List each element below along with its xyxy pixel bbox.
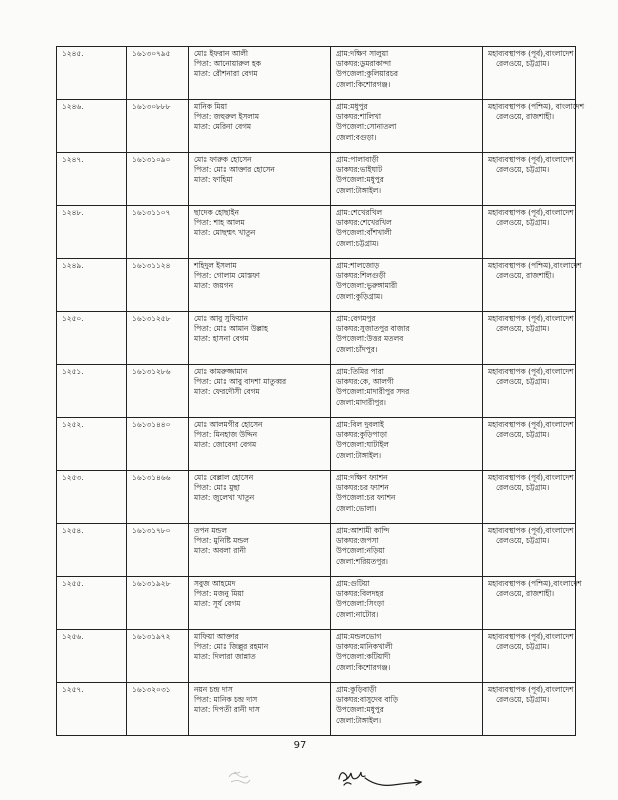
address-line: উপজেলা:বাঁশখালী [336, 228, 392, 238]
office-line: মহাব্যবস্থাপক (পূর্ব),বাংলাদেশ [488, 208, 574, 217]
roll-cell [127, 100, 189, 153]
roll-cell [127, 47, 189, 100]
serial-number: ১২৫১. [62, 367, 84, 376]
father-name: পিতা: মোঃ জিল্লুর রহমান [194, 642, 269, 652]
applicant-name: মানিক মিয়া [194, 102, 228, 111]
mother-name: মাতা: ফেরদৌসী বেগম [194, 387, 260, 397]
address-line: গ্রাম:মধুপুর [336, 102, 368, 111]
father-name: পিতা: মানিক চন্দ্র দাস [194, 695, 258, 705]
address-line: জেলা:চট্টগ্রাম। [336, 238, 379, 248]
office-cell [483, 259, 582, 312]
mother-name: মাতা: হাসনা বেগম [194, 334, 249, 344]
address-line: জেলা:কিশোরগঞ্জ। [336, 662, 391, 672]
address-line: ডাকঘর:ভাইঘাট [336, 165, 383, 175]
applicant-cell [189, 206, 331, 259]
roll-number: ১৬১৩১১০৭ [132, 208, 171, 217]
address-cell [331, 683, 483, 736]
address-line: জেলা:কিশোরগঞ্জ। [336, 79, 391, 89]
address-cell [331, 418, 483, 471]
address-line: উপজেলা:সিংড়া [336, 599, 385, 609]
applicant-cell [189, 577, 331, 630]
address-line: জেলা:টাঙ্গাইল। [336, 185, 381, 195]
roll-number: ১৬১৩১৯২৮ [132, 579, 171, 588]
mother-name: মাতা: সূর্য বেগম [194, 599, 241, 609]
table-row [57, 153, 576, 206]
table-row [57, 683, 576, 736]
father-name: পিতা: গোলাম মোস্তফা [194, 271, 260, 281]
applicant-name: মোঃ বেল্লাল হোসেন [194, 473, 254, 482]
address-cell [331, 471, 483, 524]
applicant-cell [189, 630, 331, 683]
address-line: উপজেলা:মধুপুর [336, 705, 384, 715]
serial-number: ১২৫০. [62, 314, 84, 323]
father-name: পিতা: মোঃ আমান উল্লাহ [194, 324, 268, 334]
roll-number: ১৬১৩১৯৭২ [132, 632, 171, 641]
address-cell [331, 577, 483, 630]
serial-cell [57, 365, 127, 418]
serial-cell [57, 418, 127, 471]
records-table [56, 46, 584, 736]
office-cell [483, 683, 576, 736]
address-line: উপজেলা:কটিয়াদী [336, 652, 391, 662]
office-line: রেলওয়ে, চট্টগ্রাম। [496, 536, 550, 546]
serial-number: ১২৪৭. [62, 155, 84, 164]
office-line: রেলওয়ে, চট্টগ্রাম। [496, 218, 550, 228]
serial-number: ১২৪৫. [62, 49, 84, 58]
roll-cell [127, 259, 189, 312]
mother-name: মাতা: দিলারা জান্নাত [194, 652, 256, 662]
address-cell [331, 206, 483, 259]
address-line: গ্রাম:পালাবাড়ী [336, 155, 379, 164]
office-cell [483, 47, 576, 100]
address-line: গ্রাম:বেগমপুর [336, 314, 376, 323]
mother-name: মাতা: জুলেখা খাতুন [194, 493, 255, 503]
roll-cell [127, 630, 189, 683]
serial-cell [57, 206, 127, 259]
serial-cell [57, 630, 127, 683]
office-cell [483, 312, 576, 365]
applicant-cell [189, 471, 331, 524]
address-line: জেলা:শরিয়তপুর। [336, 556, 388, 566]
address-line: ডাকঘর:কে, আলগী [336, 377, 394, 387]
address-line: ডাকঘর:শেখেরখিল [336, 218, 392, 228]
office-line: মহাব্যবস্থাপক (পূর্ব),বাংলাদেশ [488, 49, 574, 58]
applicant-cell [189, 47, 331, 100]
applicant-name: মোঃ আলমগীর হোসেন [194, 420, 263, 429]
address-line: গ্রাম:মন্ডলভোগ [336, 632, 382, 641]
roll-number: ১৬১৩২০৩১ [132, 685, 171, 694]
table-row [57, 206, 576, 259]
mother-name: মাতা: অবলা রানী [194, 546, 247, 556]
father-name: পিতা: শাহ আলম [194, 218, 245, 228]
office-line: রেলওয়ে, চট্টগ্রাম। [496, 483, 550, 493]
address-line: গ্রাম:আশামী কান্দি [336, 526, 390, 535]
address-line: উপজেলা:উত্তর মতলব [336, 334, 404, 344]
table-row [57, 47, 576, 100]
serial-cell [57, 259, 127, 312]
address-line: জেলা:নাটোর। [336, 609, 379, 619]
mother-name: মাতা: মেরিনা বেগম [194, 122, 252, 132]
father-name: পিতা: আনোয়ারুল হক [194, 59, 261, 69]
office-line: মহাব্যবস্থাপক (পূর্ব),বাংলাদেশ [488, 367, 574, 376]
address-line: উপজেলা:নড়িয়া [336, 546, 385, 556]
serial-number: ১২৫৬. [62, 632, 84, 641]
address-cell [331, 47, 483, 100]
office-line: রেলওয়ে, চট্টগ্রাম। [496, 642, 550, 652]
address-line: ডাকঘর:চর ফ্যাশন [336, 483, 389, 493]
address-cell [331, 365, 483, 418]
table-row [57, 630, 576, 683]
office-line: রেলওয়ে, চট্টগ্রাম। [496, 59, 550, 69]
roll-number: ১৬১৩১৪৪০ [132, 420, 171, 429]
applicant-name: মাফিয়া আক্তার [194, 632, 239, 641]
address-cell [331, 312, 483, 365]
roll-cell [127, 365, 189, 418]
applicant-name: শহিদুল ইসলাম [194, 261, 237, 270]
mother-name: মাতা: রৌশনারা বেগম [194, 69, 258, 79]
office-line: রেলওয়ে, রাজশাহী। [496, 112, 555, 122]
applicant-cell [189, 365, 331, 418]
address-line: ডাকঘর:শিলগুড়ী [336, 271, 386, 281]
address-line: গ্রাম:গুটিয়া [336, 579, 370, 588]
applicant-cell [189, 312, 331, 365]
address-line: ডাকঘর:ডুমরাকান্দা [336, 59, 392, 69]
office-cell [483, 206, 576, 259]
office-line: মহাব্যবস্থাপক (পশ্চিম), বাংলাদেশ [488, 102, 584, 111]
address-line: জেলা:টাঙ্গাইল। [336, 450, 381, 460]
roll-cell [127, 524, 189, 577]
serial-cell [57, 471, 127, 524]
roll-cell [127, 471, 189, 524]
address-line: জেলা:বগুড়া। [336, 132, 377, 142]
office-cell [483, 471, 576, 524]
serial-number: ১২৫৫. [62, 579, 84, 588]
office-cell [483, 365, 576, 418]
address-cell [331, 524, 483, 577]
roll-number: ১৬১৩১৭৮০ [132, 526, 171, 535]
office-line: রেলওয়ে, চট্টগ্রাম। [496, 377, 550, 387]
table-row [57, 312, 576, 365]
records-table-body [57, 47, 584, 736]
address-line: জেলা:কুড়িগ্রাম। [336, 291, 383, 301]
office-line: মহাব্যবস্থাপক (পূর্ব),বাংলাদেশ [488, 526, 574, 535]
father-name: পিতা: মোঃ আক্তার হোসেন [194, 165, 275, 175]
address-line: ডাকঘর:শালিখা [336, 112, 382, 122]
address-line: উপজেলা:সোনাতলা [336, 122, 397, 132]
applicant-cell [189, 683, 331, 736]
roll-number: ১৬১৩১১২৪ [132, 261, 171, 270]
office-line: মহাব্যবস্থাপক (পূর্ব),বাংলাদেশ [488, 155, 574, 164]
address-line: ডাকঘর:সুজাতপুর বাজার [336, 324, 410, 334]
serial-cell [57, 100, 127, 153]
address-line: উপজেলা:ঘাটাইল [336, 440, 389, 450]
applicant-name: মোঃ ইফরান আলী [194, 49, 248, 58]
office-line: মহাব্যবস্থাপক (পূর্ব),বাংলাদেশ [488, 420, 574, 429]
applicant-name: নয়ন চন্দ্র দাস [194, 685, 233, 694]
table-row [57, 471, 576, 524]
serial-number: ১২৪৯. [62, 261, 84, 270]
serial-number: ১২৫৭. [62, 685, 84, 694]
serial-cell [57, 524, 127, 577]
address-line: গ্রাম:শেখেরখিল [336, 208, 383, 217]
applicant-name: মোঃ আবু সুফিয়ান [194, 314, 248, 323]
address-line: জেলা:চাঁদপুর। [336, 344, 378, 354]
office-line: রেলওয়ে, চট্টগ্রাম। [496, 165, 550, 175]
address-line: গ্রাম:দক্ষিণ ফ্যাশন [336, 473, 388, 482]
office-cell [483, 418, 576, 471]
roll-cell [127, 153, 189, 206]
office-line: রেলওয়ে, রাজশাহী। [496, 589, 555, 599]
office-line: মহাব্যবস্থাপক (পশ্চিম),বাংলাদেশ [488, 579, 582, 588]
office-line: রেলওয়ে, চট্টগ্রাম। [496, 430, 550, 440]
address-line: ডাকঘর:বিলদহর [336, 589, 384, 599]
address-line: উপজেলা:চর ফ্যাশন [336, 493, 396, 503]
table-row [57, 524, 576, 577]
office-line: মহাব্যবস্থাপক (পূর্ব),বাংলাদেশ [488, 632, 574, 641]
address-line: জেলা:মাদারীপুর। [336, 397, 386, 407]
applicant-cell [189, 524, 331, 577]
address-line: গ্রাম:শালজোড় [336, 261, 380, 270]
roll-cell [127, 312, 189, 365]
office-line: মহাব্যবস্থাপক (পূর্ব),বাংলাদেশ [488, 473, 574, 482]
applicant-name: মোঃ কামরুজ্জামান [194, 367, 248, 376]
father-name: পিতা: মিনহাজ উদ্দিন [194, 430, 258, 440]
father-name: পিতা: মোঃ আবু বাদশা মাতুব্বর [194, 377, 287, 387]
serial-number: ১২৪৮. [62, 208, 84, 217]
applicant-name: সবুজ আহমেদ [194, 579, 236, 588]
address-line: উপজেলা:মাদারীপুর সদর [336, 387, 410, 397]
address-cell [331, 630, 483, 683]
roll-number: ১৬১৩১২৮৬ [132, 367, 171, 376]
roll-number: ১৬১৩১৪৬৬ [132, 473, 171, 482]
roll-cell [127, 577, 189, 630]
office-cell [483, 100, 584, 153]
serial-number: ১২৫৩. [62, 473, 84, 482]
applicant-cell [189, 153, 331, 206]
address-cell [331, 259, 483, 312]
office-cell [483, 153, 576, 206]
roll-number: ১৬১৩০৭৯৫ [132, 49, 171, 58]
roll-number: ১৬১৩০৮৮৮ [132, 102, 171, 111]
office-line: রেলওয়ে, রাজশাহী। [496, 271, 555, 281]
applicant-cell [189, 259, 331, 312]
serial-number: ১২৪৬. [62, 102, 84, 111]
office-line: রেলওয়ে, চট্টগ্রাম। [496, 695, 550, 705]
address-line: গ্রাম:কুড়িবাড়ী [336, 685, 377, 694]
serial-cell [57, 153, 127, 206]
page-number: 97 [293, 740, 307, 751]
office-line: মহাব্যবস্থাপক (পশ্চিম),বাংলাদেশ [488, 261, 582, 270]
serial-cell [57, 683, 127, 736]
mother-name: মাতা: ফাহিমা [194, 175, 233, 185]
table-row [57, 365, 576, 418]
father-name: পিতা: মুনিষ্টি মন্ডল [194, 536, 249, 546]
office-cell [483, 630, 576, 683]
address-line: উপজেলা:কুলিয়ারচর [336, 69, 398, 79]
father-name: পিতা: জহুরুল ইসলাম [194, 112, 259, 122]
serial-cell [57, 577, 127, 630]
mother-name: মাতা: দিপতী রানী দাস [194, 705, 260, 715]
applicant-cell [189, 100, 331, 153]
serial-cell [57, 312, 127, 365]
address-line: ডাকঘর:জপসা [336, 536, 379, 546]
roll-number: ১৬১৩১২৫৮ [132, 314, 171, 323]
address-cell [331, 100, 483, 153]
address-line: জেলা:ভোলা। [336, 503, 377, 513]
table-row [57, 577, 576, 630]
table-row [57, 418, 576, 471]
applicant-name: তপন মন্ডল [194, 526, 227, 535]
office-cell [483, 577, 582, 630]
mother-name: মাতা: জয়গন [194, 281, 233, 291]
office-line: মহাব্যবস্থাপক (পূর্ব),বাংলাদেশ [488, 685, 574, 694]
serial-number: ১২৫২. [62, 420, 84, 429]
roll-number: ১৬১৩১০৯০ [132, 155, 171, 164]
table-row [57, 100, 576, 153]
applicant-name: ছাদেক হোছাইন [194, 208, 239, 217]
signature-icon [335, 765, 425, 795]
address-line: গ্রাম:তিমির পারা [336, 367, 384, 376]
father-name: পিতা: মজনু মিয়া [194, 589, 244, 599]
address-cell [331, 153, 483, 206]
applicant-cell [189, 418, 331, 471]
roll-cell [127, 683, 189, 736]
address-line: উপজেলা:মধুপুর [336, 175, 384, 185]
mother-name: মাতা: মোছম্মৎ খাতুন [194, 228, 256, 238]
mother-name: মাতা: জোবেদা বেগম [194, 440, 257, 450]
father-name: পিতা: মোঃ মুছা [194, 483, 240, 493]
office-cell [483, 524, 576, 577]
table-row [57, 259, 576, 312]
address-line: গ্রাম:দক্ষিণ সালুয়া [336, 49, 389, 58]
roll-cell [127, 418, 189, 471]
serial-cell [57, 47, 127, 100]
applicant-name: মোঃ ফারুক হোসেন [194, 155, 252, 164]
office-line: রেলওয়ে, চট্টগ্রাম। [496, 324, 550, 334]
address-line: গ্রাম:বিল দুবলাই [336, 420, 384, 429]
address-line: উপজেলা:ভুরুঙ্গামারী [336, 281, 398, 291]
scan-smudge-icon [226, 768, 254, 788]
office-line: মহাব্যবস্থাপক (পূর্ব),বাংলাদেশ [488, 314, 574, 323]
roll-cell [127, 206, 189, 259]
address-line: জেলা:টাঙ্গাইল। [336, 715, 381, 725]
address-line: ডাকঘর:কুড়িপাড়া [336, 430, 388, 440]
address-line: ডাকঘর:মানিকখালী [336, 642, 393, 652]
serial-number: ১২৫৪. [62, 526, 84, 535]
address-line: ডাকঘর:বাসুদেব বাড়ি [336, 695, 398, 705]
